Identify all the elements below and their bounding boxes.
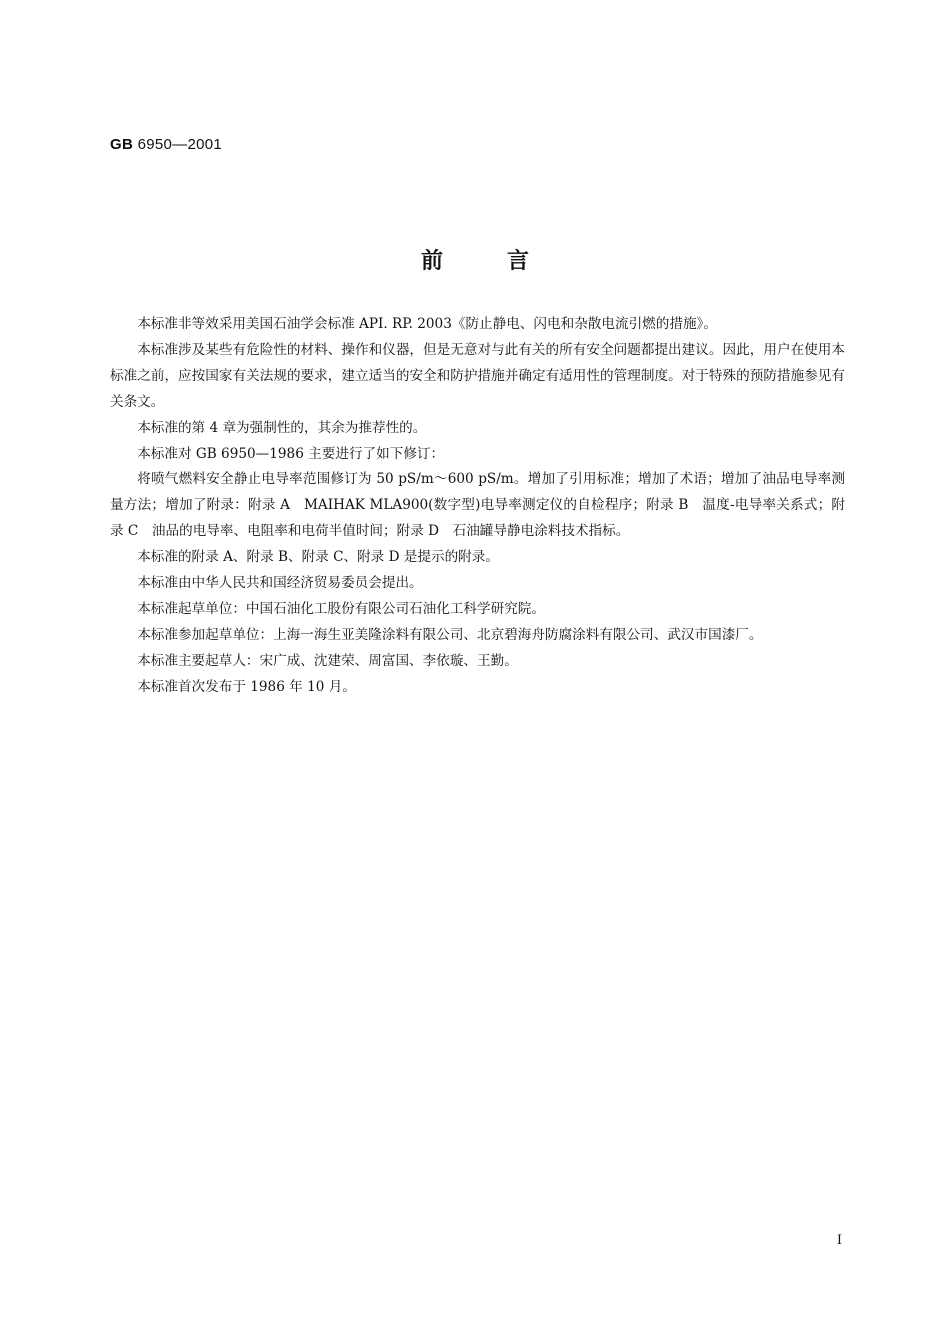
paragraph-drafters: 本标准主要起草人：宋广成、沈建荣、周富国、李依璇、王勤。 — [137, 652, 518, 669]
paragraph-proposer: 本标准由中华人民共和国经济贸易委员会提出。 — [137, 575, 423, 592]
paragraph-revision-intro: 本标准对 GB 6950—1986 主要进行了如下修订： — [137, 445, 445, 462]
page-number: I — [836, 1233, 842, 1248]
standard-number: 6950—2001 — [137, 136, 223, 153]
page-title: 前言 — [420, 249, 593, 274]
paragraph-appendices: 本标准的附录 A、附录 B、附录 C、附录 D 是提示的附录。 — [137, 549, 499, 566]
paragraph-safety-notice: 本标准涉及某些有危险性的材料、操作和仪器，但是无意对与此有关的所有安全问题都提出建议。因此，用户在使用本标准之前，应按国家有关法规的要求，建立适当的安全和防护措施并确定有适用性的管理制度。对于特殊的预防措施参见有关条文。 — [110, 341, 845, 410]
paragraph-participating-units: 本标准参加起草单位：上海一海生亚美隆涂料有限公司、北京碧海舟防腐涂料有限公司、武汉市国漆厂。 — [137, 626, 763, 643]
foreword-body — [110, 312, 845, 701]
paragraph-drafting-unit: 本标准起草单位：中国石油化工股份有限公司石油化工科学研究院。 — [137, 600, 545, 617]
paragraph-first-issue: 本标准首次发布于 1986 年 10 月。 — [137, 678, 356, 695]
paragraph-mandatory-chapter: 本标准的第 4 章为强制性的，其余为推荐性的。 — [137, 419, 427, 436]
paragraph-revision-details: 将喷气燃料安全静止电导率范围修订为 50 pS/m～600 pS/m。增加了引用标准；增加了术语；增加了油品电导率测量方法；增加了附录：附录 A MAIHAK MLA900(数字型)电导率测定仪的自检程序；附录 B 温度-电导率关系式；附录 C 油品的电导率、电阻率和电荷半值时间；附录 D 石油罐导静电涂料技术指标。 — [110, 471, 845, 540]
standard-prefix: GB — [110, 136, 134, 153]
paragraph-adoption: 本标准非等效采用美国石油学会标准 API. RP. 2003《防止静电、闪电和杂散电流引燃的措施》。 — [137, 316, 717, 332]
standard-code — [110, 136, 222, 153]
